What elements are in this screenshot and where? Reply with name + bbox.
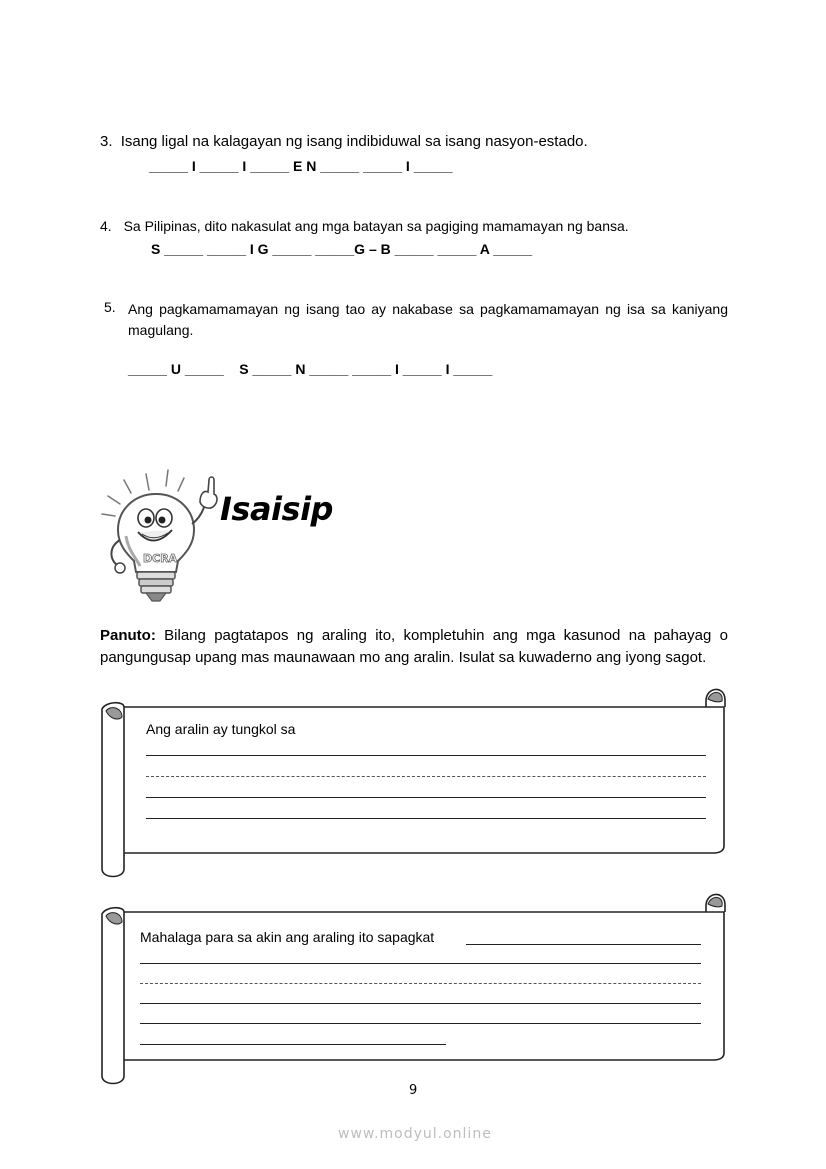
scroll-2-prompt: Mahalaga para sa akin ang araling ito sapagkat	[140, 929, 435, 945]
page-number: 9	[409, 1083, 418, 1098]
scroll-2-answer-line[interactable]	[140, 983, 701, 984]
scroll-2-answer-line[interactable]	[140, 1044, 446, 1045]
question-4	[100, 218, 629, 234]
question-3-answer-blanks[interactable]: _____ I _____ I _____ E N _____ _____ I _____	[149, 158, 453, 174]
scroll-frame-1	[96, 683, 728, 881]
scroll-1-prompt: Ang aralin ay tungkol sa	[146, 721, 296, 737]
svg-text:DCRA: DCRA	[143, 552, 178, 565]
scroll-1-answer-line[interactable]	[146, 818, 706, 819]
instructions	[100, 625, 728, 669]
instructions-text: Bilang pagtatapos ng araling ito, kompletuhin ang mga kasunod na pahayag o pangungusap upang mas maunawaan mo ang aralin. Isulat sa kuwaderno ang iyong sagot.	[100, 627, 728, 666]
question-4-text: Sa Pilipinas, dito nakasulat ang mga batayan sa pagiging mamamayan ng bansa.	[123, 218, 629, 234]
question-4-answer-blanks[interactable]: S _____ _____ I G _____ _____G – B _____ _____ A _____	[151, 241, 533, 257]
lightbulb-mascot-icon	[96, 466, 226, 611]
question-3-number: 3.	[100, 133, 113, 150]
question-5-text: Ang pagkamamamayan ng isang tao ay nakabase sa pagkamamamayan ng isa sa kaniyang magulang.	[128, 301, 728, 338]
question-3-text: Isang ligal na kalagayan ng isang indibiduwal sa isang nasyon-estado.	[120, 133, 588, 150]
scroll-2-answer-line[interactable]	[140, 1023, 701, 1024]
section-title: Isaisip	[220, 490, 333, 528]
scroll-2-answer-line[interactable]	[140, 963, 701, 964]
scroll-1-answer-line[interactable]	[146, 776, 706, 777]
question-5-answer-blanks[interactable]: _____ U _____ S _____ N _____ _____ I _____ I _____	[128, 361, 493, 377]
scroll-frame-2	[96, 888, 728, 1086]
question-3	[100, 133, 588, 150]
question-4-number: 4.	[100, 218, 112, 234]
scroll-1-answer-line[interactable]	[146, 755, 706, 756]
question-5-number: 5.	[104, 299, 116, 315]
scroll-1-answer-line[interactable]	[146, 797, 706, 798]
instructions-label: Panuto:	[100, 627, 156, 644]
scroll-2-answer-line[interactable]	[466, 944, 701, 945]
watermark: www.modyul.online	[338, 1126, 492, 1142]
scroll-2-answer-line[interactable]	[140, 1003, 701, 1004]
